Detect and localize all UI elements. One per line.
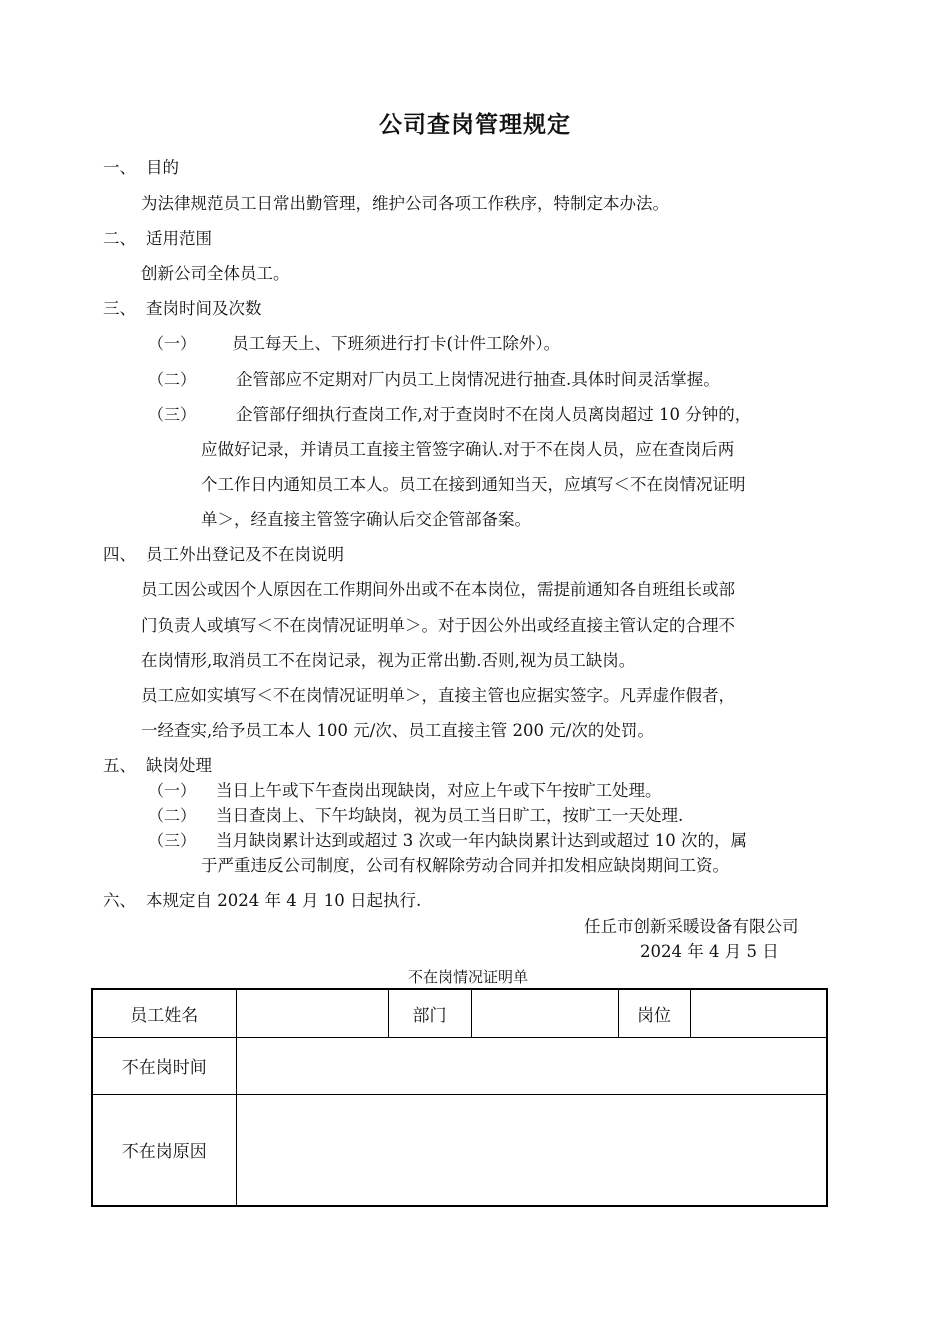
document-title: 公司查岗管理规定: [379, 111, 571, 138]
form-caption: 不在岗情况证明单: [407, 968, 528, 986]
section-5-item-1-number: （一）: [148, 781, 197, 800]
section-5-item-3-line-2: 于严重违反公司制度，公司有权解除劳动合同并扣发相应缺岗期间工资。: [201, 856, 729, 875]
absence-time-label: 不在岗时间: [92, 1037, 236, 1094]
section-2-marker: 二、: [103, 229, 136, 248]
section-3-item-3-line-3: 个工作日内通知员工本人。员工在接到通知当天，应填写＜不在岗情况证明: [201, 475, 746, 494]
signature-company: 任丘市创新采暖设备有限公司: [584, 917, 799, 936]
section-6-text: 本规定自 2024 年 4 月 10 日起执行.: [146, 891, 422, 910]
section-3-heading: 查岗时间及次数: [146, 299, 262, 318]
section-5-item-2-number: （二）: [148, 806, 197, 825]
section-4-marker: 四、: [103, 545, 136, 564]
employee-name-field[interactable]: [236, 989, 388, 1037]
section-2-paragraph: 创新公司全体员工。: [141, 264, 290, 283]
section-3-item-1-text: 员工每天上、下班须进行打卡(计件工除外）。: [232, 334, 561, 353]
section-4-line-2: 门负责人或填写＜不在岗情况证明单＞。对于因公外出或经直接主管认定的合理不: [141, 616, 735, 635]
section-4-line-4: 员工应如实填写＜不在岗情况证明单＞，直接主管也应据实签字。凡弄虚作假者，: [141, 686, 735, 705]
section-3-item-3-line-4: 单＞，经直接主管签字确认后交企管部备案。: [201, 510, 531, 529]
absence-reason-label: 不在岗原因: [92, 1094, 236, 1206]
section-4-heading: 员工外出登记及不在岗说明: [146, 545, 344, 564]
section-5-item-1-text: 当日上午或下午查岗出现缺岗，对应上午或下午按旷工处理。: [216, 781, 662, 800]
section-1-heading: 目的: [146, 158, 179, 177]
department-field[interactable]: [471, 989, 618, 1037]
section-3-marker: 三、: [103, 299, 136, 318]
section-3-item-3-line-2: 应做好记录，并请员工直接主管签字确认.对于不在岗人员，应在查岗后两: [201, 440, 735, 459]
absence-reason-field[interactable]: [236, 1094, 827, 1206]
section-2-heading: 适用范围: [146, 229, 212, 248]
section-3-item-3-number: （三）: [148, 405, 197, 424]
absence-time-field[interactable]: [236, 1037, 827, 1094]
department-label: 部门: [388, 989, 471, 1037]
section-4-line-3: 在岗情形,取消员工不在岗记录，视为正常出勤.否则,视为员工缺岗。: [141, 651, 636, 670]
section-5-item-3-number: （三）: [148, 831, 197, 850]
section-5-marker: 五、: [103, 756, 136, 775]
post-label: 岗位: [618, 989, 690, 1037]
absence-certificate-form: [91, 988, 828, 1207]
signature-date: 2024 年 4 月 5 日: [640, 942, 779, 961]
employee-name-label: 员工姓名: [92, 989, 236, 1037]
section-1-paragraph: 为法律规范员工日常出勤管理，维护公司各项工作秩序，特制定本办法。: [141, 194, 669, 213]
section-4-line-1: 员工因公或因个人原因在工作期间外出或不在本岗位，需提前通知各自班组长或部: [141, 580, 735, 599]
section-4-line-5: 一经查实,给予员工本人 100 元/次、员工直接主管 200 元/次的处罚。: [141, 721, 654, 740]
section-5-item-2-text: 当日查岗上、下午均缺岗，视为员工当日旷工，按旷工一天处理.: [216, 806, 684, 825]
section-3-item-2-text: 企管部应不定期对厂内员工上岗情况进行抽查.具体时间灵活掌握。: [236, 370, 720, 389]
section-5-item-3-line-1: 当月缺岗累计达到或超过 3 次或一年内缺岗累计达到或超过 10 次的，属: [216, 831, 747, 850]
section-3-item-3-line-1: 企管部仔细执行查岗工作,对于查岗时不在岗人员离岗超过 10 分钟的，: [236, 405, 752, 424]
section-3-item-1-number: （一）: [148, 334, 197, 353]
section-6-marker: 六、: [103, 891, 136, 910]
section-3-item-2-number: （二）: [148, 370, 197, 389]
section-5-heading: 缺岗处理: [146, 756, 212, 775]
section-1-marker: 一、: [103, 158, 136, 177]
post-field[interactable]: [690, 989, 827, 1037]
